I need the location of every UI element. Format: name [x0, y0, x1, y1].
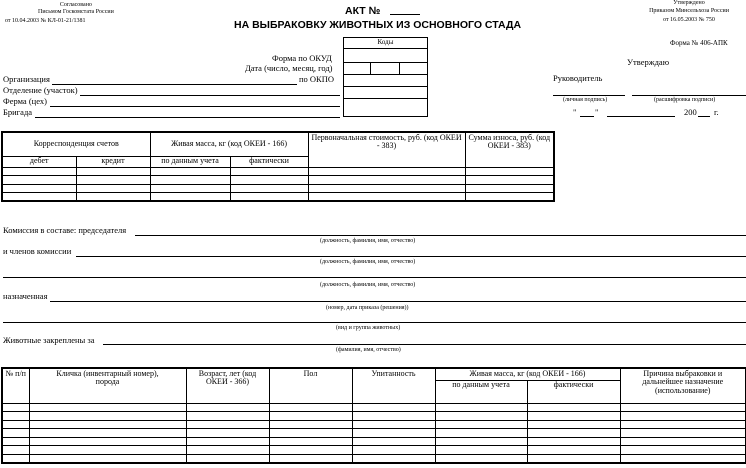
sex-header: Пол: [269, 368, 352, 403]
appointed-label: назначенная: [3, 291, 48, 301]
approval-left: [38, 2, 114, 16]
codes-label: Коды: [377, 38, 394, 46]
signature-decode-field[interactable]: [632, 95, 746, 96]
approval-left-line2: Письмом Госкомстата России: [38, 9, 114, 16]
okud-label: Форма по ОКУД: [272, 53, 332, 63]
credit-header: кредит: [76, 156, 150, 167]
name-caption: (фамилия, имя, отчество): [336, 347, 401, 353]
organization-label: Организация: [3, 74, 50, 84]
members-caption-2: (должность, фамилия, имя, отчество): [320, 282, 416, 288]
day-field[interactable]: [580, 116, 594, 117]
farm-label: Ферма (цех): [3, 96, 47, 106]
reason-header: Причина выбраковки и дальнейшее назначение (использование): [620, 368, 746, 403]
approval-left-line3: от 10.04.2003 № КЛ-01-21/1381: [5, 18, 86, 24]
form-number: Форма № 406-АПК: [670, 39, 728, 47]
debit-header: дебет: [2, 156, 76, 167]
act-number-field[interactable]: [390, 14, 420, 15]
assigned-field[interactable]: [103, 344, 746, 345]
members-field-2[interactable]: [3, 277, 746, 278]
department-label: Отделение (участок): [3, 85, 78, 95]
approval-left-line1: Согласовано: [59, 2, 92, 8]
month-field[interactable]: [607, 116, 675, 117]
members-label: и членов комиссии: [3, 246, 72, 256]
table-row: [2, 167, 554, 176]
table-row: [2, 454, 746, 463]
signature-field[interactable]: [553, 95, 625, 96]
table-row: [2, 420, 746, 429]
table-row: [2, 403, 746, 412]
members-field-1[interactable]: [76, 256, 746, 257]
appointed-field[interactable]: [50, 301, 746, 302]
chairman-caption: (должность, фамилия, имя, отчество): [320, 238, 416, 244]
approve-label: Утверждаю: [627, 57, 670, 67]
organization-field[interactable]: [52, 84, 297, 85]
animal-weight-header: Живая масса, кг (код ОКЕИ - 166): [435, 368, 620, 380]
year-label: 200: [684, 107, 697, 117]
accounts-table: [1, 131, 555, 202]
correspondence-header: Корреспонденция счетов: [2, 132, 150, 156]
animal-actual-header: фактически: [527, 380, 620, 403]
actual-header: фактически: [230, 156, 308, 167]
chairman-label: Комиссия в составе: председателя: [3, 225, 127, 235]
table-row: [2, 437, 746, 446]
signature-caption: (личная подпись): [563, 97, 608, 103]
animals-table: [1, 367, 746, 464]
initial-cost-header: Первоначальная стоимость, руб. (код ОКЕИ - 383): [308, 132, 465, 167]
table-row: [2, 446, 746, 455]
table-row: [2, 412, 746, 421]
table-row: [2, 193, 554, 202]
animal-by-records-header: по данным учета: [435, 380, 527, 403]
fatness-header: Упитанность: [352, 368, 435, 403]
act-title: АКТ №: [345, 5, 381, 17]
animal-group-caption: (вид и группа животных): [336, 325, 401, 331]
table-row: [2, 429, 746, 438]
okpo-label: по ОКПО: [299, 74, 335, 84]
date-label: Дата (число, месяц, год): [245, 63, 333, 73]
head-label: Руководитель: [553, 73, 603, 83]
by-records-header: по данным учета: [150, 156, 230, 167]
approval-right-line3: от 16.05.2003 № 750: [663, 16, 715, 23]
date-quote-open: ": [573, 107, 577, 117]
brigade-label: Бригада: [3, 107, 33, 117]
year-suffix: г.: [714, 107, 719, 117]
live-weight-header: Живая масса, кг (код ОКЕИ - 166): [150, 132, 308, 156]
table-row: [2, 176, 554, 185]
num-header: № п/п: [2, 368, 29, 403]
assigned-label: Животные закреплены за: [3, 335, 95, 345]
approval-right-line2: Приказом Минсельхоза России: [649, 8, 729, 15]
approval-right-line1: Утверждено: [673, 0, 705, 6]
wear-sum-header: Сумма износа, руб. (код ОКЕИ - 383): [465, 132, 554, 167]
animal-group-field[interactable]: [3, 322, 746, 323]
approval-right: [634, 0, 744, 23]
age-header: Возраст, лет (код ОКЕИ - 366): [186, 368, 269, 403]
codes-box: [343, 37, 428, 117]
members-caption-1: (должность, фамилия, имя, отчество): [320, 259, 416, 265]
act-subtitle: НА ВЫБРАКОВКУ ЖИВОТНЫХ ИЗ ОСНОВНОГО СТАДА: [234, 19, 522, 31]
order-caption: (номер, дата приказа (решения)): [326, 305, 409, 311]
decode-caption: (расшифровка подписи): [654, 97, 716, 103]
brigade-field[interactable]: [35, 117, 340, 118]
farm-field[interactable]: [50, 106, 340, 107]
year-field[interactable]: [698, 116, 710, 117]
date-quote-close: ": [595, 107, 599, 117]
table-row: [2, 184, 554, 193]
department-field[interactable]: [80, 95, 340, 96]
chairman-field[interactable]: [135, 235, 746, 236]
nickname-header: Кличка (инвентарный номер), порода: [29, 368, 186, 403]
